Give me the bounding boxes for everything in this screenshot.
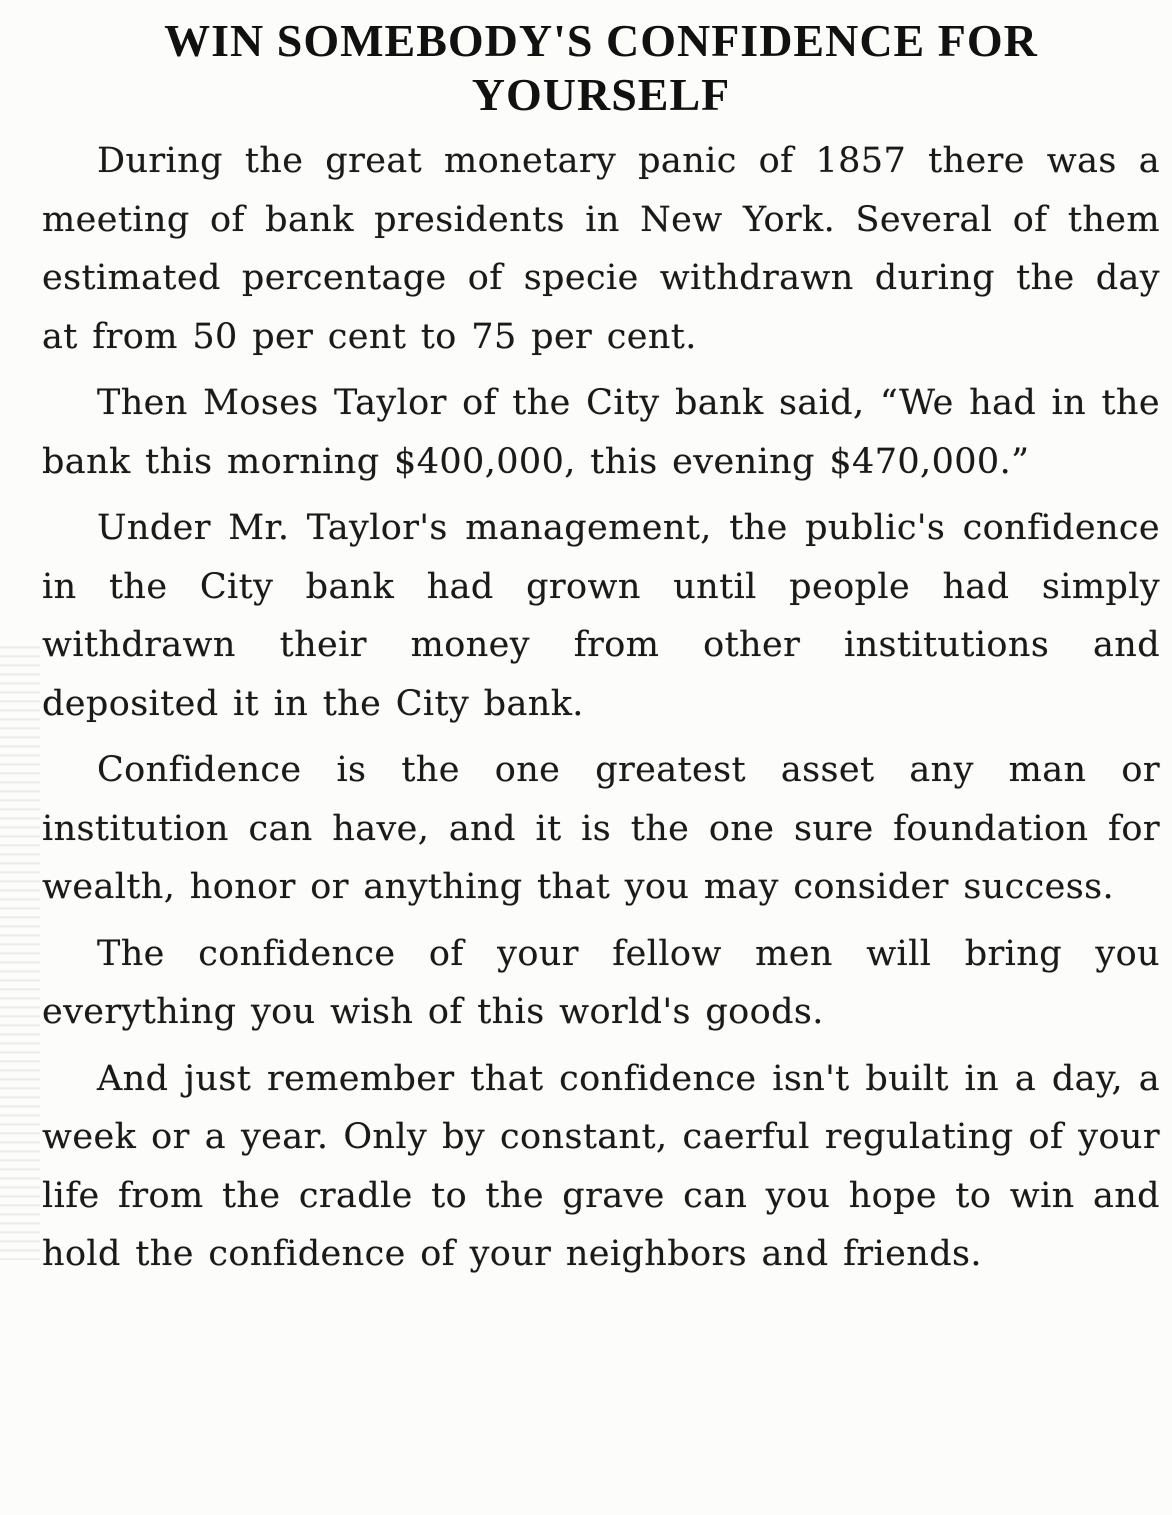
paragraph-1: During the great monetary panic of 1857 there was a meeting of bank presidents in New York. Several of them estimated percentage of specie withdrawn during the day at from 50 per cent to 75 per cent. — [42, 141, 1160, 357]
article — [42, 14, 1160, 1292]
paragraph-3: Under Mr. Taylor's management, the public's confidence in the City bank had grown until people had simply withdrawn their money from other institutions and deposited it in the City bank. — [42, 508, 1160, 724]
paragraph-2: Then Moses Taylor of the City bank said, “We had in the bank this morning $400,000, this evening $470,000.” — [42, 383, 1160, 482]
paragraph-6: And just remember that confidence isn't built in a day, a week or a year. Only by constant, caerful regulating of your life from the cradle to the grave can you hope to win and hold the confidence of your neighbors and friends. — [42, 1058, 1160, 1274]
article-body — [42, 132, 1160, 1284]
headline: WIN SOMEBODY'S CONFIDENCE FOR YOURSELF — [164, 15, 1038, 120]
paragraph-4: Confidence is the one greatest asset any man or institution can have, and it is the one sure foundation for wealth, honor or anything that you may consider success. — [42, 750, 1160, 907]
scan-artifact-edge — [0, 640, 40, 1260]
paragraph-5: The confidence of your fellow men will bring you everything you wish of this world's goods. — [42, 933, 1160, 1032]
